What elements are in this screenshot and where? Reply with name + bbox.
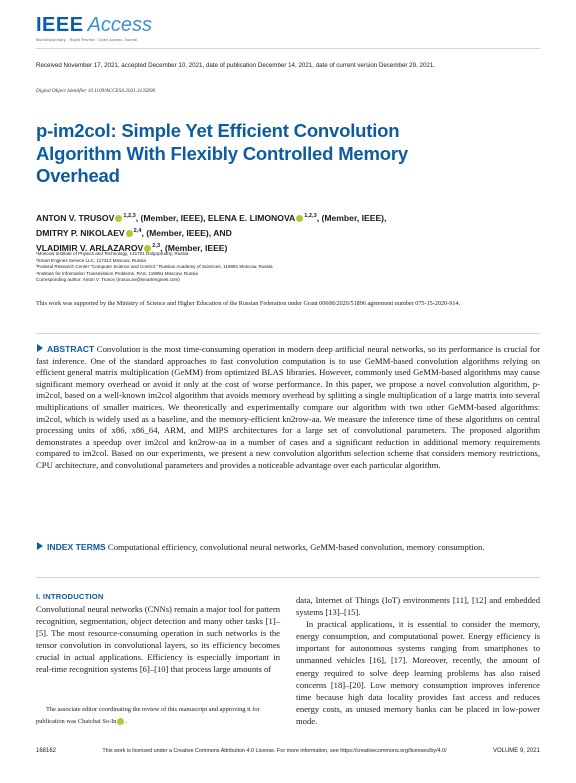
corresponding-author: Corresponding author: Anton V. Trusov (trusov.av@smartengines.com) xyxy=(36,277,180,282)
footnote-text: The associate editor coordinating the review of this manuscript and approving it for publication was Chaichai So-In xyxy=(36,706,260,725)
orcid-icon[interactable] xyxy=(296,215,303,222)
affiliation-item: ²Smart Engines Service LLC, 117312 Moscow, Russia xyxy=(36,257,146,263)
author-line-2 xyxy=(36,225,516,240)
funding-statement: This work was supported by the Ministry of Science and Higher Education of the Russian Federation under Grant 00600/2020/51896 agreement number 075-15-2020-914. xyxy=(36,300,461,307)
affiliation-item: ¹Moscow Institute of Physics and Technology, 141701 Dolgoprudny, Russia xyxy=(36,251,189,256)
author-membership: , (Member, IEEE), xyxy=(316,212,387,223)
volume-label: VOLUME 9, 2021 xyxy=(492,748,540,754)
index-terms xyxy=(36,542,540,554)
author-list xyxy=(36,210,516,255)
logo-access-text: Access xyxy=(87,13,153,36)
intro-paragraph: data, Internet of Things (IoT) environments [11], [12] and embedded systems [13]–[15]. xyxy=(296,595,540,618)
author-name: DMITRY P. NIKOLAEV xyxy=(36,227,125,238)
orcid-icon[interactable] xyxy=(126,230,133,237)
index-terms-text: Computational efficiency, convolutional neural networks, GeMM-based convolution, memory consumption. xyxy=(107,542,485,552)
orcid-icon[interactable] xyxy=(117,718,124,725)
affiliation-item: ⁴Institute for Information Transmission Problems, RAS, 119991 Moscow, Russia xyxy=(36,270,198,276)
body-top-divider xyxy=(36,577,540,578)
affiliation-item: ³Federal Research Center “Computer Science and Control,” Russian Academy of Sciences, 119991 Moscow, Russia xyxy=(36,264,273,269)
logo-tagline: Multidisciplinary : Rapid Review : Open Access Journal xyxy=(36,38,138,42)
author-name: VLADIMIR V. ARLAZAROV xyxy=(36,242,144,253)
author-membership: , (Member, IEEE), ELENA E. LIMONOVA xyxy=(135,212,296,223)
triangle-icon xyxy=(37,542,43,550)
intro-paragraph: In practical applications, it is essential to consider the memory, energy consumption, and computational power. Energy efficiency is important for autonomous systems ranging from smartphones to unmanned vehicles [16], [17]. Moreover, recently, the amount of energy required to solve deep learning problems has also raised concerns [18]–[20]. Low memory consumption improves inference time because high data locality provides fast access and reduces energy costs, as unused memory banks can be placed in low-power mode. xyxy=(296,619,540,726)
page-number: 168162 xyxy=(36,748,57,754)
index-terms-label: INDEX TERMS xyxy=(47,542,106,552)
page-footer xyxy=(36,748,540,754)
author-affil-sup: 1,2,3 xyxy=(123,213,136,219)
editor-footnote: The associate editor coordinating the review of this manuscript and approving it for publication was Chaichai So-In . xyxy=(36,706,260,725)
author-affil-sup: 2,4 xyxy=(133,227,142,234)
triangle-icon xyxy=(37,344,43,352)
author-membership: , (Member, IEEE) xyxy=(160,242,228,253)
affiliations xyxy=(36,251,516,284)
doi-line: Digital Object Identifier 10.1109/ACCESS.2021.3135690 xyxy=(36,88,156,94)
author-affil-sup: 2,3 xyxy=(152,242,161,249)
license-link[interactable]: This work is licensed under a Creative Commons Attribution 4.0 License. For more information, see https://creativecommons.org/licenses/by/4.0/ xyxy=(102,748,447,754)
author-line-1 xyxy=(36,210,516,225)
journal-logo xyxy=(36,14,152,36)
intro-column-1: Convolutional neural networks (CNNs) remain a major tool for pattern recognition, segmentation, object detection and many other tasks [1]–[5]. The most resource-consuming operation in such networks is the tensor convolution in convolutional layers, so its efficiency becomes crucial in actual applications. Efficiency is especially important in real-time recognition systems [6]–[10] that process large amounts of xyxy=(36,604,280,675)
header-divider xyxy=(36,48,540,49)
logo-ieee-text: IEEE xyxy=(36,13,84,36)
publication-dates: Received November 17, 2021, accepted December 10, 2021, date of publication December 14, 2021, date of current version December 29, 2021. xyxy=(36,62,435,69)
abstract-text: Convolution is the most time-consuming operation in modern deep artificial neural networks, so its performance is crucial for fast inference. One of the standard approaches to fast convolution computation is to use GeMM-based convolution algorithms relying on efficient general matrix multiplication (GeMM) from optimized BLAS libraries. However, commonly used GeMM-based algorithms may cause significant memory overhead or avoid it only at the cost of worse performance. In this paper, we propose a novel convolution algorithm, p-im2col, based on a well-known im2col algorithm that avoids memory overhead by splitting a single multiplication of a large matrix into several multiplications of smaller matrices. We theoretically and experimentally compare our algorithm with two other GeMM-based algorithms: im2col, which is widely used as a baseline, and the memory-efficient kn2row-aa. We measure the inference time of these algorithms on central processing units of x86, x86_64, ARM, and MIPS architectures for a large set of convolutional parameters. The proposed algorithm demonstrates a speedup over im2col and kn2row-aa in a number of cases and a significant reduction in additional memory requirements compared to im2col. Based on our experiments, we present a new convolution algorithm selection scheme that considers memory restrictions, CPU architecture, and convolutional parameters and provides a noticeable advantage over each particular algorithm. xyxy=(36,344,540,470)
orcid-icon[interactable] xyxy=(115,215,122,222)
abstract-label: ABSTRACT xyxy=(47,344,95,354)
abstract xyxy=(36,344,540,472)
section-heading: I. INTRODUCTION xyxy=(36,592,104,601)
author-name: ANTON V. TRUSOV xyxy=(36,212,115,223)
author-membership: , (Member, IEEE), AND xyxy=(141,227,232,238)
abstract-top-divider xyxy=(36,333,540,334)
intro-column-2 xyxy=(296,594,540,727)
paper-title: p-im2col: Simple Yet Efficient Convolution Algorithm With Flexibly Controlled Memory Overhead xyxy=(36,120,408,186)
author-affil-sup: 1,2,3 xyxy=(304,213,317,219)
